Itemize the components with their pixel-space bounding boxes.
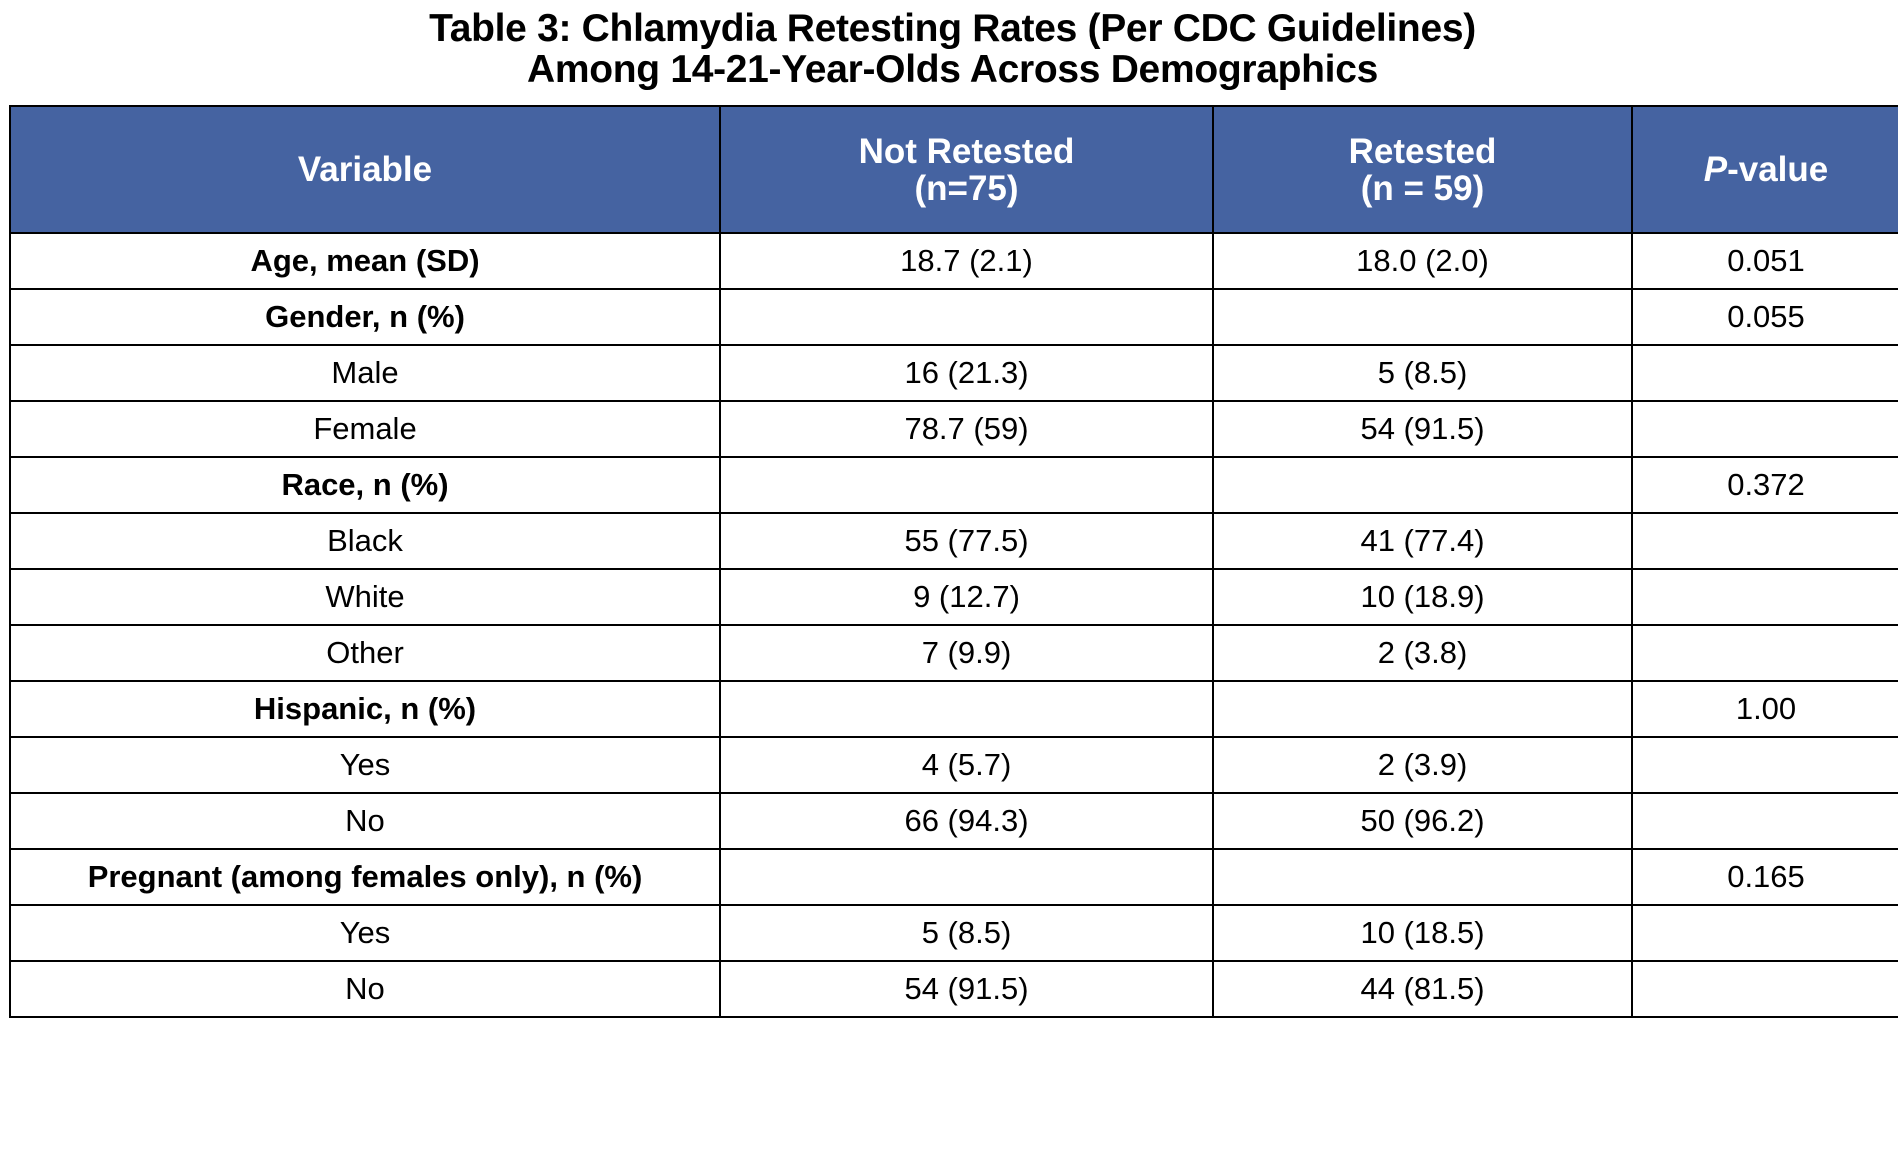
cell-pvalue bbox=[1632, 401, 1898, 457]
cell-variable: Gender, n (%) bbox=[10, 289, 720, 345]
cell-retested: 54 (91.5) bbox=[1213, 401, 1632, 457]
cell-variable: Other bbox=[10, 625, 720, 681]
table-row bbox=[10, 401, 1898, 457]
table-title-line1: Table 3: Chlamydia Retesting Rates (Per CDC Guidelines) bbox=[429, 7, 1476, 50]
cell-retested bbox=[1213, 289, 1632, 345]
column-header-pvalue bbox=[1632, 106, 1898, 233]
table-row bbox=[10, 233, 1898, 289]
table-title bbox=[0, 8, 1898, 90]
table-header bbox=[10, 106, 1898, 233]
cell-not-retested bbox=[720, 849, 1213, 905]
column-header-not-retested bbox=[720, 106, 1213, 233]
table-row bbox=[10, 289, 1898, 345]
cell-variable: Race, n (%) bbox=[10, 457, 720, 513]
table-row bbox=[10, 569, 1898, 625]
column-header-retested-label: Retested bbox=[1348, 131, 1497, 171]
cell-pvalue bbox=[1632, 345, 1898, 401]
cell-not-retested: 5 (8.5) bbox=[720, 905, 1213, 961]
table-row bbox=[10, 625, 1898, 681]
cell-retested: 50 (96.2) bbox=[1213, 793, 1632, 849]
pvalue-italic-p: P bbox=[1703, 150, 1728, 189]
cell-not-retested: 18.7 (2.1) bbox=[720, 233, 1213, 289]
retesting-table bbox=[9, 105, 1898, 1018]
column-header-retested-count: (n = 59) bbox=[1360, 168, 1485, 208]
cell-pvalue bbox=[1632, 737, 1898, 793]
cell-variable: Black bbox=[10, 513, 720, 569]
cell-not-retested bbox=[720, 681, 1213, 737]
cell-retested: 10 (18.9) bbox=[1213, 569, 1632, 625]
cell-retested: 5 (8.5) bbox=[1213, 345, 1632, 401]
table-title-line2: Among 14-21-Year-Olds Across Demographics bbox=[526, 48, 1379, 91]
cell-pvalue bbox=[1632, 793, 1898, 849]
table-row bbox=[10, 345, 1898, 401]
table-row bbox=[10, 793, 1898, 849]
cell-retested: 41 (77.4) bbox=[1213, 513, 1632, 569]
cell-retested bbox=[1213, 849, 1632, 905]
cell-variable: No bbox=[10, 793, 720, 849]
table-row bbox=[10, 905, 1898, 961]
table-body bbox=[10, 233, 1898, 1017]
header-row bbox=[10, 106, 1898, 233]
cell-pvalue: 0.372 bbox=[1632, 457, 1898, 513]
cell-pvalue bbox=[1632, 905, 1898, 961]
table-row bbox=[10, 737, 1898, 793]
pvalue-label-rest: -value bbox=[1727, 150, 1829, 189]
cell-not-retested: 16 (21.3) bbox=[720, 345, 1213, 401]
cell-retested bbox=[1213, 681, 1632, 737]
cell-variable: Female bbox=[10, 401, 720, 457]
cell-not-retested: 7 (9.9) bbox=[720, 625, 1213, 681]
cell-not-retested: 4 (5.7) bbox=[720, 737, 1213, 793]
cell-not-retested: 66 (94.3) bbox=[720, 793, 1213, 849]
column-header-not-retested-count: (n=75) bbox=[914, 168, 1019, 208]
table-row bbox=[10, 849, 1898, 905]
cell-retested: 10 (18.5) bbox=[1213, 905, 1632, 961]
table-row bbox=[10, 681, 1898, 737]
table-row bbox=[10, 513, 1898, 569]
cell-pvalue: 0.051 bbox=[1632, 233, 1898, 289]
cell-retested: 44 (81.5) bbox=[1213, 961, 1632, 1017]
cell-not-retested: 54 (91.5) bbox=[720, 961, 1213, 1017]
cell-not-retested bbox=[720, 289, 1213, 345]
cell-variable: Yes bbox=[10, 737, 720, 793]
cell-variable: Age, mean (SD) bbox=[10, 233, 720, 289]
cell-not-retested bbox=[720, 457, 1213, 513]
cell-pvalue: 0.055 bbox=[1632, 289, 1898, 345]
cell-not-retested: 9 (12.7) bbox=[720, 569, 1213, 625]
cell-pvalue bbox=[1632, 625, 1898, 681]
cell-pvalue: 0.165 bbox=[1632, 849, 1898, 905]
column-header-variable: Variable bbox=[10, 106, 720, 233]
cell-retested: 2 (3.9) bbox=[1213, 737, 1632, 793]
cell-variable: Male bbox=[10, 345, 720, 401]
cell-pvalue: 1.00 bbox=[1632, 681, 1898, 737]
cell-retested: 2 (3.8) bbox=[1213, 625, 1632, 681]
table-row bbox=[10, 457, 1898, 513]
cell-pvalue bbox=[1632, 513, 1898, 569]
cell-not-retested: 55 (77.5) bbox=[720, 513, 1213, 569]
cell-variable: Yes bbox=[10, 905, 720, 961]
cell-pvalue bbox=[1632, 961, 1898, 1017]
cell-variable: White bbox=[10, 569, 720, 625]
cell-not-retested: 78.7 (59) bbox=[720, 401, 1213, 457]
cell-retested bbox=[1213, 457, 1632, 513]
cell-variable: Hispanic, n (%) bbox=[10, 681, 720, 737]
cell-retested: 18.0 (2.0) bbox=[1213, 233, 1632, 289]
column-header-retested bbox=[1213, 106, 1632, 233]
cell-variable: No bbox=[10, 961, 720, 1017]
column-header-not-retested-label: Not Retested bbox=[858, 131, 1075, 171]
cell-variable: Pregnant (among females only), n (%) bbox=[10, 849, 720, 905]
cell-pvalue bbox=[1632, 569, 1898, 625]
table-row bbox=[10, 961, 1898, 1017]
